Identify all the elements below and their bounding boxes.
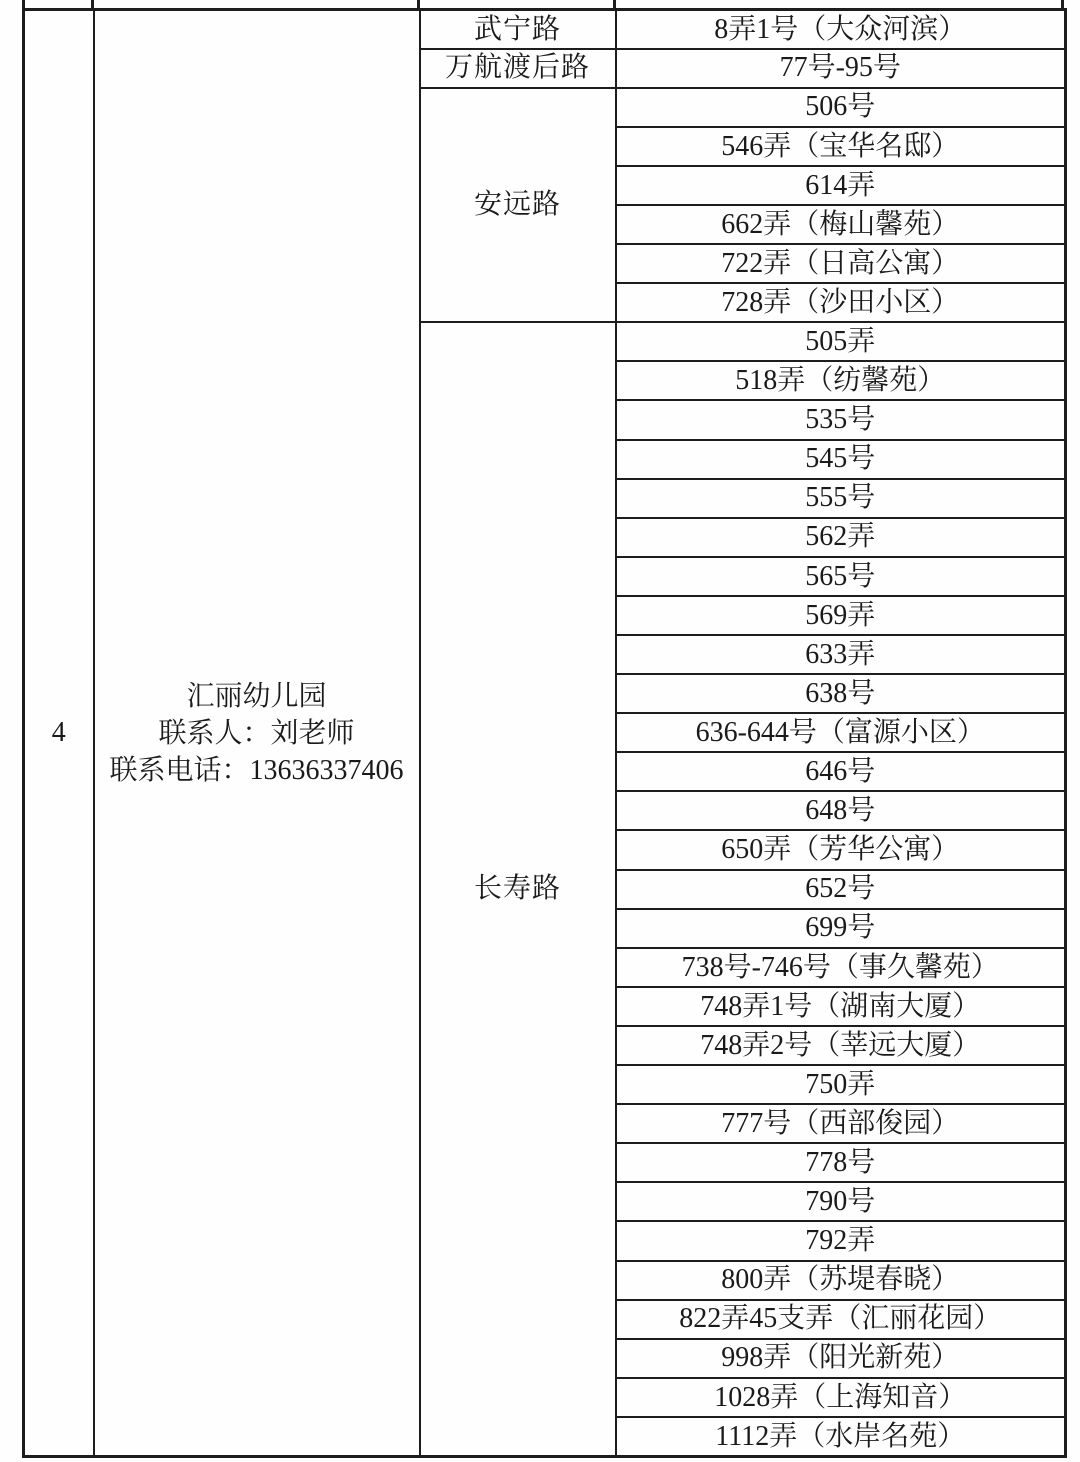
address-cell: 748弄1号（湖南大厦） (616, 987, 1066, 1026)
school-name: 汇丽幼儿园 (186, 680, 327, 712)
address-cell: 506号 (616, 88, 1066, 127)
table-body (24, 10, 1066, 1457)
address-cell: 77号-95号 (616, 49, 1066, 88)
address-cell: 652号 (616, 870, 1066, 909)
address-cell: 792弄 (616, 1221, 1066, 1260)
address-cell: 722弄（日高公寓） (616, 244, 1066, 283)
address-cell: 699号 (616, 909, 1066, 948)
address-cell: 555号 (616, 479, 1066, 518)
row-index-cell: 4 (24, 10, 94, 1457)
address-cell: 569弄 (616, 596, 1066, 635)
address-cell: 638号 (616, 674, 1066, 713)
address-cell: 777号（西部俊园） (616, 1104, 1066, 1143)
address-cell: 998弄（阳光新苑） (616, 1339, 1066, 1378)
address-cell: 728弄（沙田小区） (616, 283, 1066, 322)
address-cell: 650弄（芳华公寓） (616, 830, 1066, 869)
table-row (24, 10, 1066, 49)
address-cell: 535号 (616, 400, 1066, 439)
address-cell: 565号 (616, 557, 1066, 596)
address-cell: 800弄（苏堤春晓） (616, 1261, 1066, 1300)
address-cell: 790号 (616, 1182, 1066, 1221)
address-cell: 778号 (616, 1143, 1066, 1182)
school-info-cell (94, 10, 420, 1457)
address-cell: 8弄1号（大众河滨） (616, 10, 1066, 49)
school-phone: 联系电话：13636337406 (109, 754, 404, 786)
allocation-table (22, 8, 1067, 1458)
address-cell: 633弄 (616, 635, 1066, 674)
road-cell: 万航渡后路 (420, 49, 616, 88)
address-cell: 562弄 (616, 518, 1066, 557)
address-cell: 750弄 (616, 1065, 1066, 1104)
road-cell: 武宁路 (420, 10, 616, 49)
address-cell: 546弄（宝华名邸） (616, 127, 1066, 166)
address-cell: 636-644号（富源小区） (616, 713, 1066, 752)
address-cell: 648号 (616, 791, 1066, 830)
road-cell: 安远路 (420, 88, 616, 323)
address-cell: 1112弄（水岸名苑） (616, 1417, 1066, 1457)
address-cell: 614弄 (616, 166, 1066, 205)
address-cell: 518弄（纺馨苑） (616, 361, 1066, 400)
address-cell: 738号-746号（事久馨苑） (616, 948, 1066, 987)
address-cell: 662弄（梅山馨苑） (616, 205, 1066, 244)
address-cell: 505弄 (616, 322, 1066, 361)
address-cell: 1028弄（上海知音） (616, 1378, 1066, 1417)
address-cell: 646号 (616, 752, 1066, 791)
address-cell: 822弄45支弄（汇丽花园） (616, 1300, 1066, 1339)
address-cell: 545号 (616, 440, 1066, 479)
address-cell: 748弄2号（莘远大厦） (616, 1026, 1066, 1065)
road-cell: 长寿路 (420, 322, 616, 1456)
school-contact: 联系人：刘老师 (158, 717, 355, 749)
